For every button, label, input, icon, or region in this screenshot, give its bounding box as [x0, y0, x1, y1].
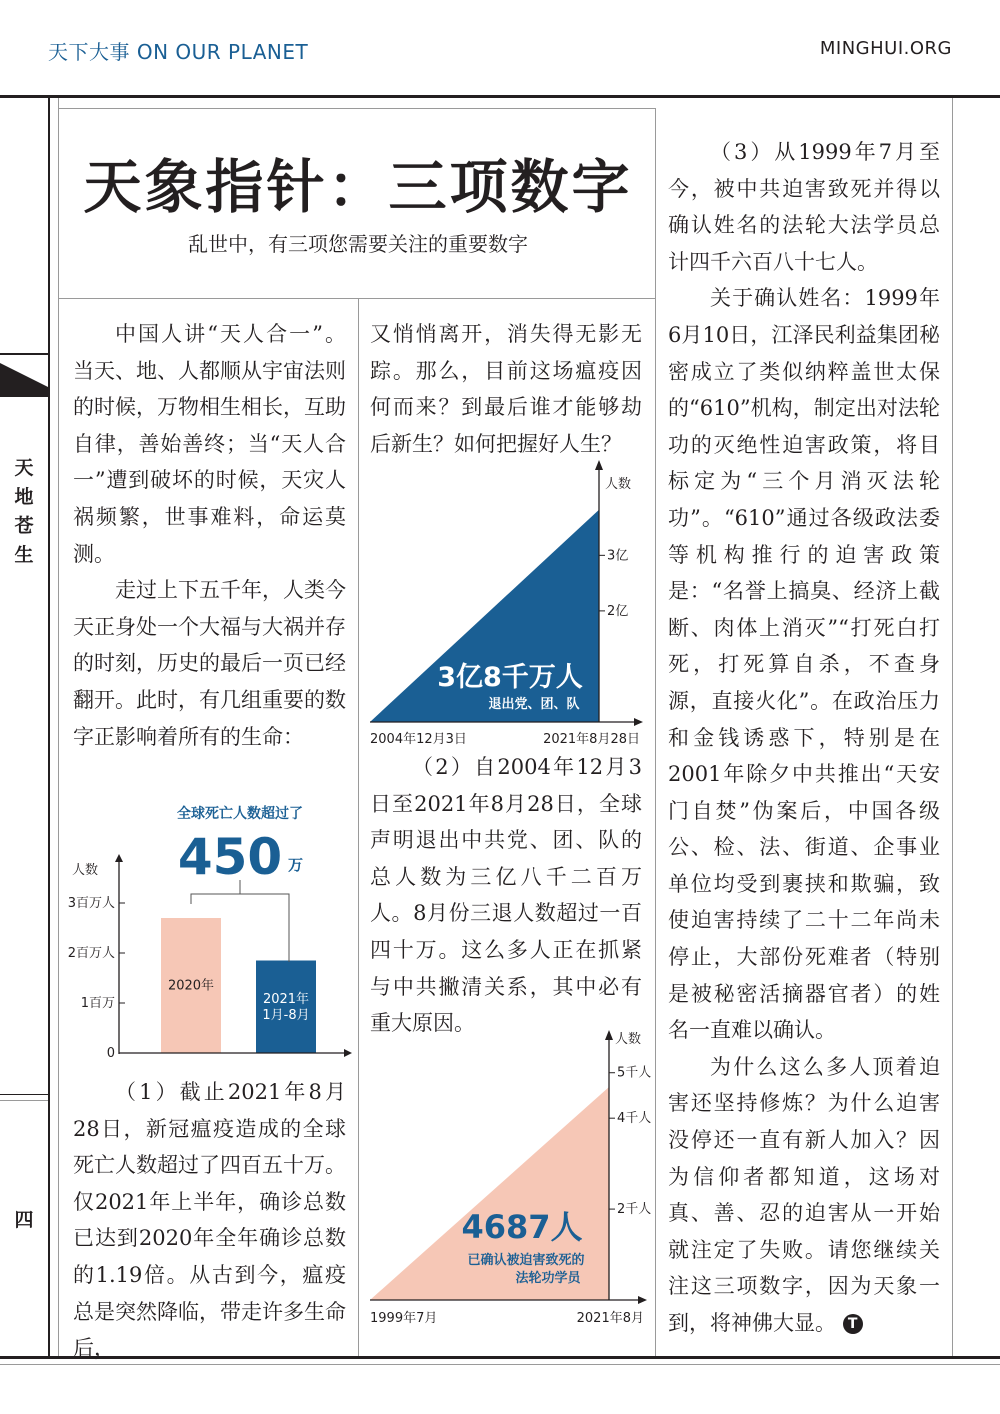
x-axis-arrow [344, 1049, 352, 1057]
paragraph: 中国人讲“天人合一”。当天、地、人都顺从宇宙法则的时候，万物相生相长，互助自律，善始善终；当“天人合一”遭到破坏的时候，天灾人祸频繁，世事难料，命运莫测。 [73, 322, 346, 566]
y-tick-label: 2千人 [617, 1202, 652, 1218]
y-tick-label: 0 [106, 1046, 115, 1061]
column-2-text-lower [370, 749, 642, 1042]
label-line: 已确认被迫害致死的 [467, 1253, 585, 1268]
label-line: 2021年 [262, 991, 310, 1007]
sidebar-rule-thin [58, 98, 59, 1356]
y-axis-label: 人数 [614, 1032, 642, 1047]
chart-marks [161, 918, 316, 1053]
site-name: MINGHUI.ORG [819, 38, 952, 59]
paragraph [668, 1049, 940, 1342]
title-box-bottom [58, 298, 655, 299]
article-subtitle: 乱世中，有三项您需要关注的重要数字 [188, 232, 528, 256]
area-label-sub: 退出党、团、队 [488, 697, 580, 712]
y-tick-label: 3百万人 [67, 896, 115, 911]
y-axis-label: 人数 [604, 477, 632, 492]
chart-ticks [599, 548, 628, 619]
y-tick-label: 1百万 [80, 996, 115, 1011]
chart-headline-value: 450 [177, 828, 283, 886]
sidebar-marker [0, 353, 48, 399]
paragraph: 又悄悄离开，消失得无影无踪。那么，目前这场瘟疫因何而来？到最后谁才能够劫后新生？如何把握好人生？ [370, 322, 642, 456]
deaths-bar-chart [62, 796, 354, 1068]
chart-title: 全球死亡人数超过了 [177, 806, 303, 822]
y-axis-label: 人数 [72, 863, 99, 878]
sidebar-section-label [0, 454, 48, 570]
area-label-main: 4687人 [461, 1208, 583, 1246]
chart-ticks [609, 1066, 651, 1217]
sidebar-divider [0, 1094, 48, 1095]
x-tick-label: 2004年12月3日 [370, 732, 467, 747]
title-box-top [58, 108, 655, 109]
article-title: 天象指针：三项数字 [83, 153, 633, 221]
chart-grid [68, 896, 125, 1061]
label-line: 法轮功学员 [515, 1271, 581, 1286]
column-1-text [73, 316, 346, 755]
y-axis-arrow [595, 460, 603, 470]
y-tick-label: 2百万人 [67, 946, 115, 961]
column-2-text [370, 316, 642, 462]
y-tick-label: 3亿 [607, 548, 629, 564]
paragraph: 关于确认姓名：1999年6月10日，江泽民利益集团秘密成立了类似纳粹盖世太保的“610”机构，制定出对法轮功的灭绝性迫害政策，将目标定为“三个月消灭法轮功”。“610”通过各级政法委等机构推行的迫害政策是：“名誉上搞臭、经济上截断、肉体上消灭”“打死白打死，打死算自杀，不查身源，直接火化”。在政治压力和金钱诱惑下，特别是在2001年除夕中共推出“天安门自焚”伪案后，中国各级公、检、法、街道、企事业单位均受到裹挟和欺骗，致使迫害持续了二十二年尚未停止，大部份死难者（特别是被秘密活摘器官者）的姓名一直难以确认。 [668, 286, 940, 1043]
y-tick-label: 4千人 [617, 1111, 652, 1127]
y-tick-label: 5千人 [617, 1065, 652, 1081]
x-axis-arrow [638, 1296, 647, 1304]
column-rule-2 [358, 298, 359, 1356]
chart-marks [370, 1087, 609, 1300]
y-axis-arrow [115, 854, 123, 862]
y-axis-arrow [605, 1030, 613, 1040]
paragraph: （1）截止2021年8月28日，新冠瘟疫造成的全球死亡人数超过了四百五十万。仅2021年上半年，确诊总数已达到2020年全年确诊总数的1.19倍。从古到今，瘟疫总是突然降临，带走许多生命后， [73, 1080, 346, 1361]
sidebar-char: 天 [14, 457, 34, 479]
y-tick-label: 2亿 [607, 603, 629, 619]
sidebar-char: 地 [14, 486, 34, 508]
chart-headline-unit: 万 [288, 856, 304, 874]
x-tick-label: 1999年7月 [370, 1311, 438, 1326]
column-1-text-lower [73, 1074, 346, 1367]
paragraph-text: 为什么这么多人顶着迫害还坚持修炼？为什么迫害没停还一直有新人加入？因为信仰者都知道，这场对真、善、忍的迫害从一开始就注定了失败。请您继续关注这三项数字，因为天象一到，将神佛大显。 [668, 1054, 940, 1335]
x-tick-label: 2021年8月28日 [543, 732, 640, 747]
area-label-main: 3亿8千万人 [437, 662, 583, 693]
page-number: 四 [14, 1209, 34, 1231]
bar-category-label [168, 978, 214, 994]
top-rule [0, 95, 1000, 98]
sidebar-char: 苍 [14, 515, 34, 537]
paragraph: 走过上下五千年，人类今天正身处一个大福与大祸并存的时刻，历史的最后一页已经翻开。此时，有几组重要的数字正影响着所有的生命： [73, 578, 346, 749]
paragraph: （3）从1999年7月至今，被中共迫害致死并得以确认姓名的法轮大法学员总计四千六百八十七人。 [668, 140, 940, 274]
x-axis-arrow [634, 718, 643, 726]
paragraph: （2）自2004年12月3日至2021年8月28日，全球声明退出中共党、团、队的总人数为三亿八千二百万人。8月份三退人数超过一百四十万。这么多人正在抓紧与中共撇清关系，其中必有重大原因。 [370, 755, 642, 1036]
column-rule-3 [655, 108, 656, 1356]
sidebar-rule [48, 98, 50, 1356]
end-mark-icon: T [843, 1314, 863, 1334]
sidebar-divider [0, 1100, 48, 1101]
x-tick-label: 2021年8月 [576, 1311, 644, 1326]
persecution-deaths-chart [362, 1020, 652, 1330]
sidebar-char: 生 [14, 544, 34, 566]
label-line: 1月-8月 [262, 1007, 310, 1023]
section-header: 天下大事 ON OUR PLANET [48, 40, 309, 64]
right-margin-rule [952, 98, 953, 1356]
area-fill [370, 1087, 609, 1300]
column-3-text [668, 134, 940, 1342]
bar [256, 961, 316, 1054]
quit-ccp-chart [362, 452, 652, 748]
label-line: 2020年 [167, 978, 215, 994]
